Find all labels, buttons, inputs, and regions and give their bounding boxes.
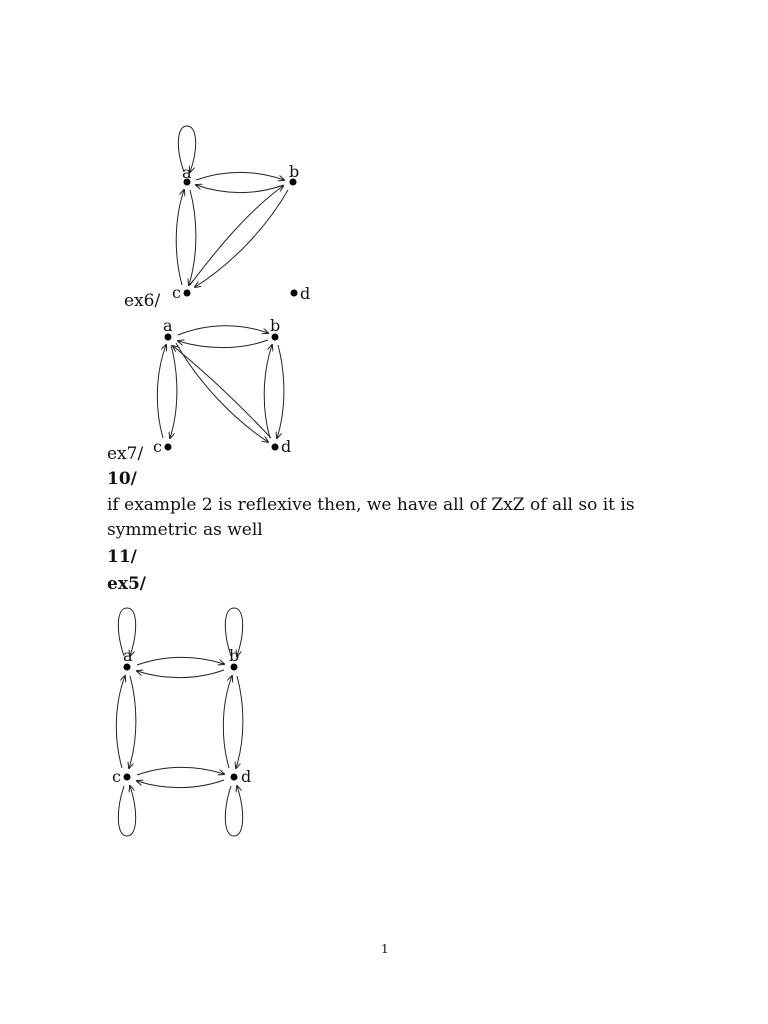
node-label-ex6-b: b bbox=[289, 162, 300, 181]
edge-ex5-d-c bbox=[137, 780, 224, 788]
node-label-ex6-d: d bbox=[300, 284, 311, 303]
node-label-ex5-a: a bbox=[123, 646, 133, 665]
edge-ex7-b-a bbox=[178, 340, 268, 348]
node-label-ex5-c: c bbox=[112, 767, 121, 786]
node-ex6-d bbox=[291, 290, 298, 297]
graph-ex6 bbox=[172, 126, 310, 303]
node-label-ex6-a: a bbox=[182, 163, 192, 182]
node-ex7-d bbox=[272, 444, 279, 451]
label-ex6: ex6/ bbox=[124, 291, 161, 311]
edge-ex6-a-c bbox=[189, 190, 196, 285]
edge-ex7-c-a bbox=[157, 345, 166, 438]
edge-ex5-a-b bbox=[137, 657, 224, 665]
edge-ex6-c-a bbox=[176, 190, 184, 285]
answer-10: if example 2 is reflexive then, we have all of ZxZ of all so it is symmetric as well bbox=[107, 495, 635, 540]
edge-ex7-a-b bbox=[178, 326, 268, 335]
edge-ex6-a-b bbox=[196, 173, 284, 181]
edge-ex5-d-b bbox=[223, 676, 232, 768]
node-label-ex6-c: c bbox=[172, 283, 181, 302]
node-label-ex7-a: a bbox=[163, 316, 173, 335]
edge-ex5-d-loop bbox=[225, 786, 242, 836]
edge-ex5-c-loop bbox=[118, 786, 135, 836]
node-label-ex5-d: d bbox=[241, 767, 252, 786]
heading-10: 10/ bbox=[107, 469, 137, 489]
edge-ex6-c-b bbox=[190, 186, 283, 285]
node-ex5-c bbox=[124, 774, 131, 781]
node-label-ex7-d: d bbox=[281, 437, 292, 456]
node-label-ex7-c: c bbox=[153, 437, 162, 456]
edge-ex5-a-c bbox=[129, 676, 136, 768]
edge-ex7-d-b bbox=[264, 345, 272, 438]
edge-ex6-b-a bbox=[196, 185, 284, 193]
edge-ex5-b-a bbox=[137, 670, 224, 678]
label-ex7: ex7/ bbox=[107, 444, 144, 464]
edge-ex6-b-c bbox=[195, 190, 288, 287]
edge-ex7-a-c bbox=[170, 345, 177, 438]
page-number: 1 bbox=[381, 942, 389, 956]
edge-ex7-a-d bbox=[176, 343, 268, 442]
edge-ex5-c-d bbox=[137, 767, 224, 775]
edge-ex5-b-d bbox=[236, 676, 243, 768]
node-ex6-c bbox=[184, 290, 191, 297]
edge-ex7-b-d bbox=[277, 345, 284, 438]
edge-ex5-c-a bbox=[116, 676, 125, 768]
node-ex7-c bbox=[165, 444, 172, 451]
node-label-ex7-b: b bbox=[270, 316, 281, 335]
node-label-ex5-b: b bbox=[229, 646, 240, 665]
edge-ex7-d-a bbox=[173, 346, 271, 438]
graph-ex5 bbox=[112, 608, 251, 836]
node-ex5-d bbox=[231, 774, 238, 781]
graph-ex7 bbox=[153, 316, 291, 456]
heading-11: 11/ bbox=[107, 547, 137, 567]
heading-ex5: ex5/ bbox=[107, 574, 146, 594]
